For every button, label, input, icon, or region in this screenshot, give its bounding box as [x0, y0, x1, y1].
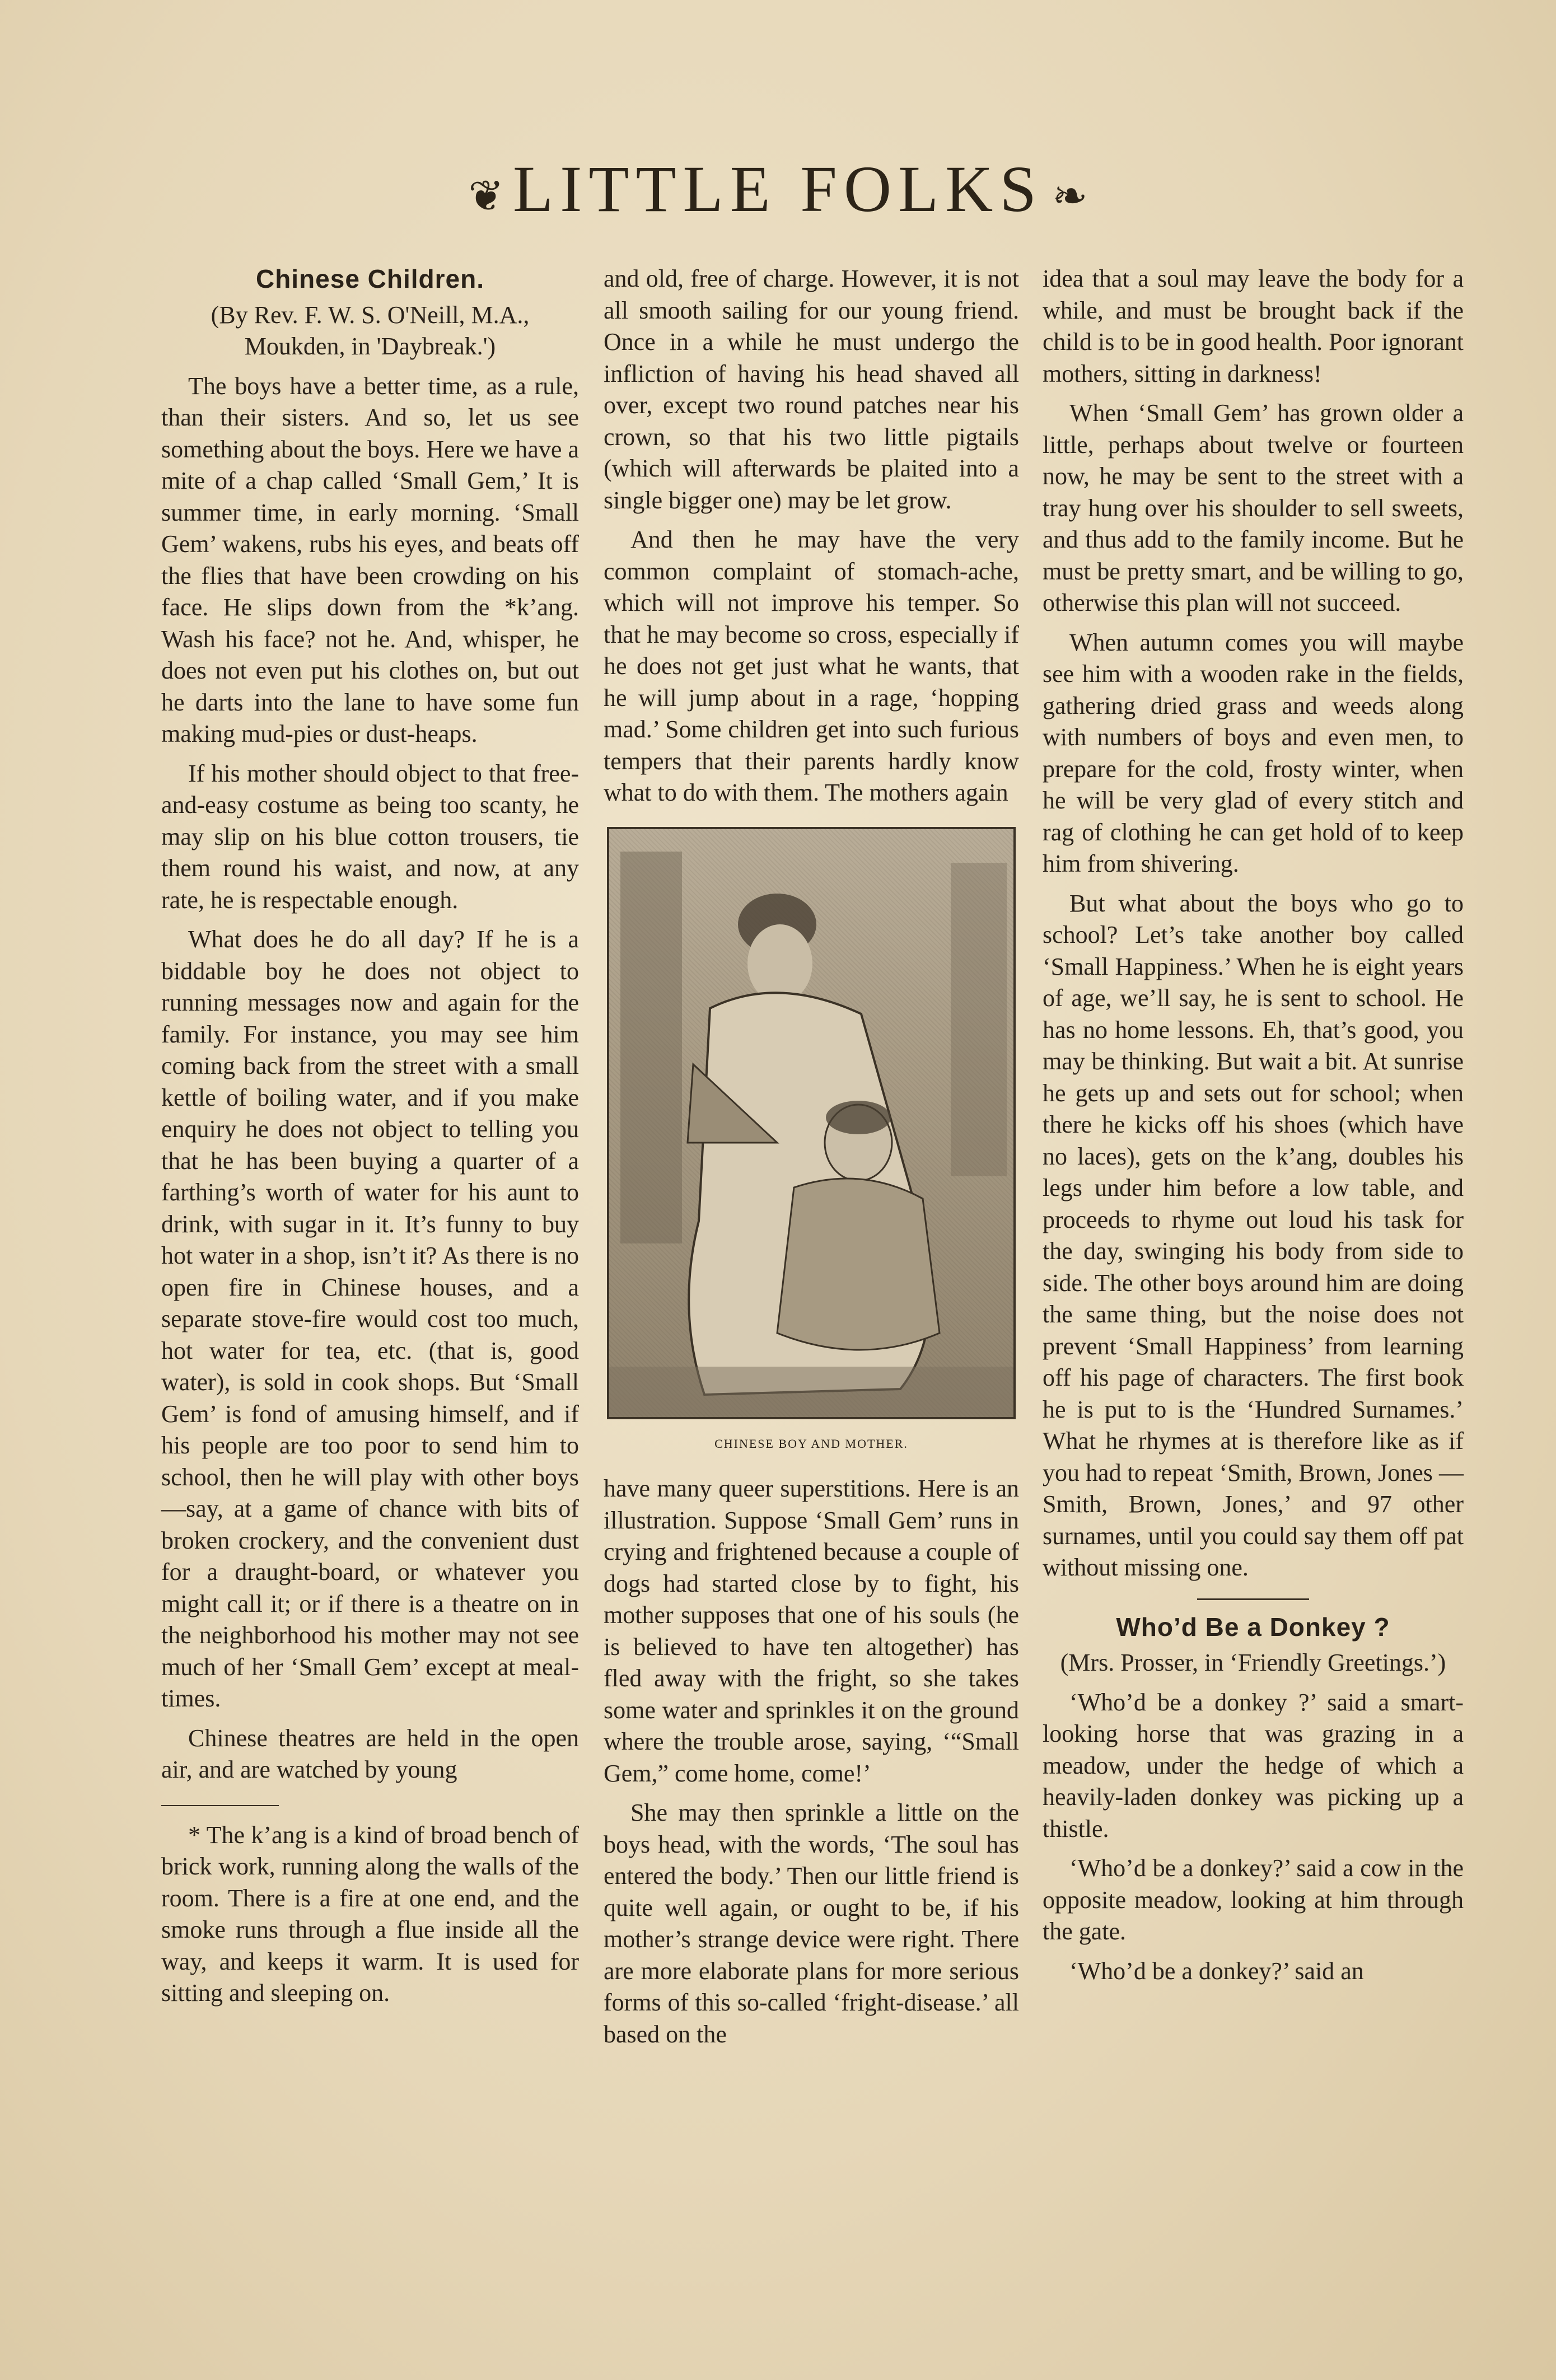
paragraph: She may then sprinkle a little on the boys head, with the words, ‘The soul has entered the body.’ Then our little friend is quite well again, or ought to be, if his mother’s strange device were right. There are more elaborate plans for more serious forms of this so-called ‘fright-disease.’ all based on the	[604, 1799, 1019, 2048]
paragraph: And then he may have the very common complaint of stomach-ache, which will not improve his temper. So that he may become so cross, especially if he does not get just what he wants, that he will jump about in a rage, ‘hopping mad.’ Some children get into such furious tempers that their parents hardly know what to do with them. The mothers again	[604, 526, 1019, 806]
paragraph: ‘Who’d be a donkey ?’ said a smart-looking horse that was grazing in a meadow, under the hedge of which a heavily-laden donkey was picking up a thistle.	[1043, 1688, 1464, 1843]
paragraph: idea that a soul may leave the body for a while, and must be brought back if the child is to be in good health. Poor ignorant mothers, sitting in darkness!	[1043, 265, 1464, 387]
figure-caption: CHINESE BOY AND MOTHER.	[714, 1436, 908, 1451]
footnote: * The k’ang is a kind of broad bench of brick work, running along the walls of the room. There is a fire at one end, and the smoke runs through a flue inside all the way, and keeps it warm. It is used for sitting and sleeping on.	[161, 1821, 579, 2007]
masthead-title: LITTLE FOLKS	[513, 152, 1043, 226]
paragraph: But what about the boys who go to school? Let’s take another boy called ‘Small Happiness.’ When he is eight years of age, we’ll say, he is sent to school. He has no home lessons. Eh, that’s good, you may be thinking. But wait a bit. At sunrise he gets up and sets out for school; when there he kicks off his shoes (which have no laces), gets on the k’ang, doubles his legs under him before a low table, and proceeds to rhyme out loud his task for the day, swinging his body from side to side. The other boys around him are doing the same thing, but the noise does not prevent ‘Small Happiness’ from learning off his page of characters. The first book he is put to is the ‘Hundred Surnames.’ What he rhymes at is therefore like as if you had to repeat ‘Smith, Brown, Jones —Smith, Brown, Jones,’ and 97 other surnames, until you could say them off pat without missing one.	[1043, 889, 1464, 1581]
paragraph: If his mother should object to that free-and-easy costume as being too scanty, he may slip on his blue cotton trousers, tie them round his waist, and now, at any rate, he is respectable enough.	[161, 759, 579, 914]
paragraph: Chinese theatres are held in the open air, and are watched by young	[161, 1724, 579, 1783]
footnote-divider	[161, 1805, 279, 1806]
article-byline: (By Rev. F. W. S. O'Neill, M.A., Moukden, in 'Daybreak.')	[211, 301, 530, 360]
paragraph: When ‘Small Gem’ has grown older a little, perhaps about twelve or fourteen now, he may be sent to the street with a tray hung over his shoulder to sell sweets, and thus add to the family income. But he must be pretty smart, and be willing to go, otherwise this plan will not succeed.	[1043, 399, 1464, 616]
engraving-icon	[609, 829, 1013, 1417]
column-2	[604, 263, 1019, 2058]
figure	[604, 827, 1019, 1460]
column-1	[161, 263, 579, 2017]
paragraph: What does he do all day? If he is a biddable boy he does not object to running messages now and again for the family. For instance, you may see him coming back from the street with a small kettle of boiling water, and if you make enquiry he does not object to telling you that he has been buying a quarter of a farthing’s worth of water for his aunt to drink, with sugar in it. It’s funny to buy hot water in a shop, isn’t it? As there is no open fire in Chinese houses, and a separate stove-fire would cost too much, hot water for tea, etc. (that is, good water), is sold in cook shops. But ‘Small Gem’ is fond of amusing himself, and if his people are too poor to send him to school, then he will play with other boys —say, at a game of chance with bits of broken crockery, and the convenient dust for a draught-board, or whatever you might call it; or if there is a theatre on in the neighborhood his mother may not see much of her ‘Small Gem’ except at meal-times.	[161, 925, 579, 1712]
article-byline: (Mrs. Prosser, in ‘Friendly Greetings.’)	[1060, 1649, 1446, 1676]
column-3	[1043, 263, 1464, 1995]
left-ornament-icon: ❦	[468, 172, 504, 220]
illustration-image	[607, 827, 1016, 1419]
paragraph: When autumn comes you will maybe see him with a wooden rake in the fields, gathering dried grass and weeds along with numbers of boys and even men, to prepare for the cold, frosty winter, when he will be very glad of every stitch and rag of clothing he can get hold of to keep him from shivering.	[1043, 628, 1464, 877]
paragraph: and old, free of charge. However, it is not all smooth sailing for our young friend. Once in a while he must undergo the infliction of having his head shaved all over, except two round patches near his crown, so that his two little pigtails (which will afterwards be plaited into a single bigger one) may be let grow.	[604, 265, 1019, 514]
masthead	[0, 151, 1556, 227]
paragraph: The boys have a better time, as a rule, than their sisters. And so, let us see something about the boys. Here we have a mite of a chap called ‘Small Gem,’ It is summer time, in early morning. ‘Small Gem’ wakens, rubs his eyes, and beats off the flies that have been crowding on his face. He slips down from the *k’ang. Wash his face? not he. And, whisper, he does not even put his clothes on, but out he darts into the lane to have some fun making mud-pies or dust-heaps.	[161, 372, 579, 747]
section-divider	[1197, 1598, 1309, 1600]
article-title: Chinese Children.	[255, 264, 485, 293]
paragraph: ‘Who’d be a donkey?’ said a cow in the opposite meadow, looking at him through the gate.	[1043, 1854, 1464, 1945]
article-title: Who’d Be a Donkey ?	[1116, 1612, 1390, 1642]
paragraph: ‘Who’d be a donkey?’ said an	[1069, 1957, 1364, 1985]
paragraph: have many queer superstitions. Here is an illustration. Suppose ‘Small Gem’ runs in crying and frightened because a couple of dogs had started close by to fight, his mother supposes that one of his souls (he is believed to have ten altogether) has fled away with the fright, so she takes some water and sprinkles it on the ground where the trouble arose, saying, ‘“Small Gem,” come home, come!’	[604, 1475, 1019, 1787]
right-ornament-icon: ❧	[1052, 172, 1088, 220]
